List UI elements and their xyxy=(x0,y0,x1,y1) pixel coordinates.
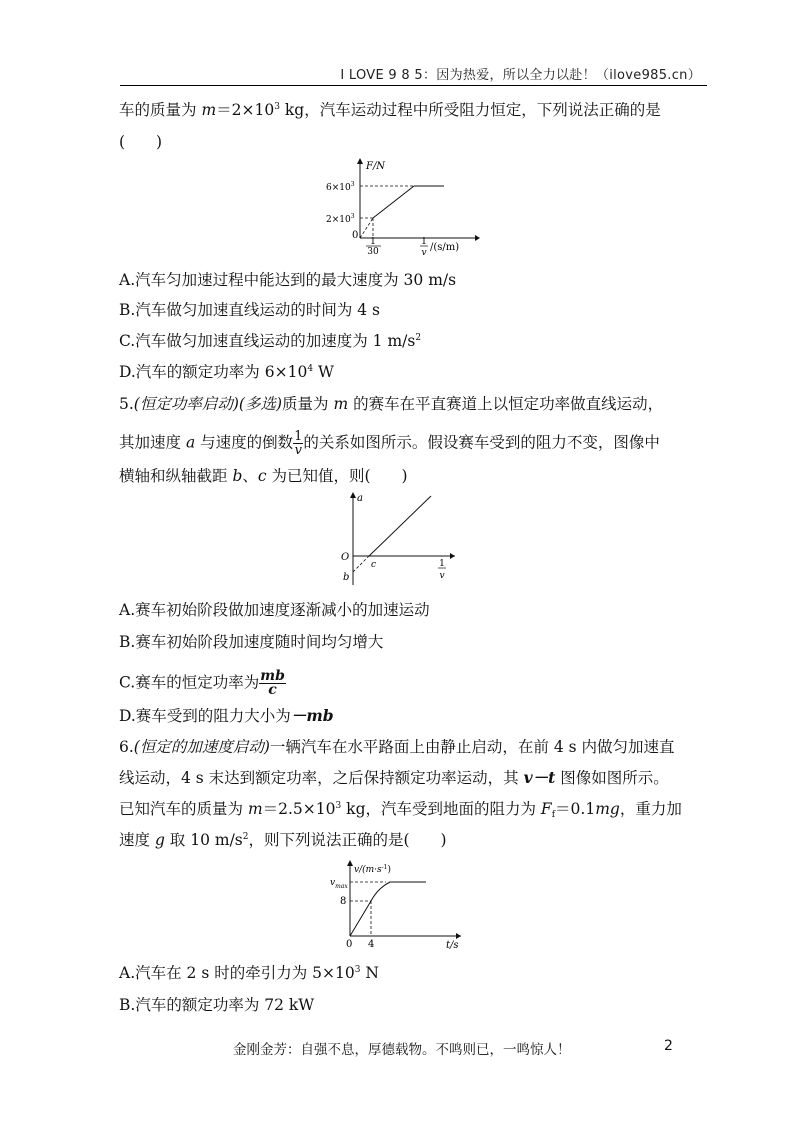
q5-y-axis-label: a xyxy=(357,493,363,504)
q4-answer-paren: ( ) xyxy=(119,133,163,151)
q6-y-tick-8: 8 xyxy=(340,896,347,907)
q4-origin: 0 xyxy=(352,230,359,241)
q4-x-tick-den: 30 xyxy=(367,247,379,257)
q6-stem-line-4: 速度 g 取 10 $m/s^2$，则下列说法正确的是( ) xyxy=(119,831,447,849)
q5-option-d: D.赛车受到的阻力大小为－mb xyxy=(119,706,334,725)
q6-x-axis-label: t/s xyxy=(446,940,459,950)
q4-y-tick-2e3: $2\times 10^3$ xyxy=(326,213,355,225)
q5-x-axis-num: 1 xyxy=(439,559,445,569)
q4-x-axis-num: 1 xyxy=(421,237,427,247)
q6-vmax-label: $v_{max}$ xyxy=(330,878,348,890)
q6-origin: 0 xyxy=(346,939,353,950)
q6-stem-line-2: 线运动，4 s 末达到额定功率，之后保持额定功率运动，其 v－t 图像如图所示。 xyxy=(119,768,669,787)
q4-x-axis-unit: /(s/m) xyxy=(430,242,460,253)
q5-acceleration-graph xyxy=(335,490,460,590)
q6-option-b: B.汽车的额定功率为 72 kW xyxy=(119,996,315,1014)
q4-option-d: D.汽车的额定功率为 $6\times 10^4$ W xyxy=(119,363,334,381)
q5-option-b: B.赛车初始阶段加速度随时间均匀增大 xyxy=(119,633,384,651)
q5-b-intercept: b xyxy=(343,572,350,583)
q4-force-graph xyxy=(320,158,480,260)
q5-origin: O xyxy=(341,552,350,563)
q5-x-axis-den: v xyxy=(439,571,445,581)
q6-velocity-graph xyxy=(326,858,466,950)
footer-motto: 金刚金芳：自强不息，厚德载物。不鸣则已，一鸣惊人！ xyxy=(233,1042,571,1058)
q4-y-axis-label: F/N xyxy=(366,161,386,172)
q4-x-tick-num: 1 xyxy=(370,237,376,247)
page-number: 2 xyxy=(664,1038,673,1054)
q4-option-a: A.汽车匀加速过程中能达到的最大速度为 30 m/s xyxy=(119,271,457,289)
q5-c-intercept: c xyxy=(371,560,377,570)
q4-x-axis-den: v xyxy=(421,248,427,258)
q6-option-a: A.汽车在 2 s 时的牵引力为 $5\times 10^3$ N xyxy=(119,964,379,982)
q4-y-tick-6e3: $6\times 10^3$ xyxy=(326,181,355,193)
q4-option-b: B.汽车做匀加速直线运动的时间为 4 s xyxy=(119,301,380,319)
q4-stem-line: 车的质量为 $m=2\times 10^3$ kg，汽车运动过程中所受阻力恒定，下列说法正确的是 xyxy=(119,101,661,119)
q5-stem-line-2: 其加速度 a 与速度的倒数 $\frac{1}{v}$ 的关系如图所示。假设赛车受到的阻力不变，图像中 xyxy=(119,429,660,458)
q6-x-tick-4: 4 xyxy=(368,939,375,950)
page-header: I LOVE 9 8 5：因为热爱，所以全力以赴！（ilove985.cn） xyxy=(340,68,701,83)
q5-option-a: A.赛车初始阶段做加速度逐渐减小的加速运动 xyxy=(119,601,430,619)
q4-option-c: C.汽车做匀加速直线运动的加速度为 1 $m/s^2$ xyxy=(119,332,422,350)
q6-y-axis-label: $v/(m\cdot s^{-1})$ xyxy=(354,864,392,875)
q6-stem-line-1: 6.(恒定的加速度启动)一辆汽车在水平路面上由静止启动，在前 4 s 内做匀加速直 xyxy=(119,738,675,756)
q5-option-c: C.赛车的恒定功率为 $\frac{mb}{c}$ xyxy=(119,668,285,698)
q5-stem-line-3: 横轴和纵轴截距 b、c 为已知值，则( ) xyxy=(119,467,408,485)
q5-stem-line-1: 5.(恒定功率启动)(多选)质量为 m 的赛车在平直赛道上以恒定功率做直线运动， xyxy=(119,395,664,413)
header-rule xyxy=(120,85,707,86)
q6-stem-line-3: 已知汽车的质量为 $m=2.5\times 10^3$ kg，汽车受到地面的阻力为 $F_f=0.1mg$，重力加 xyxy=(119,800,682,820)
